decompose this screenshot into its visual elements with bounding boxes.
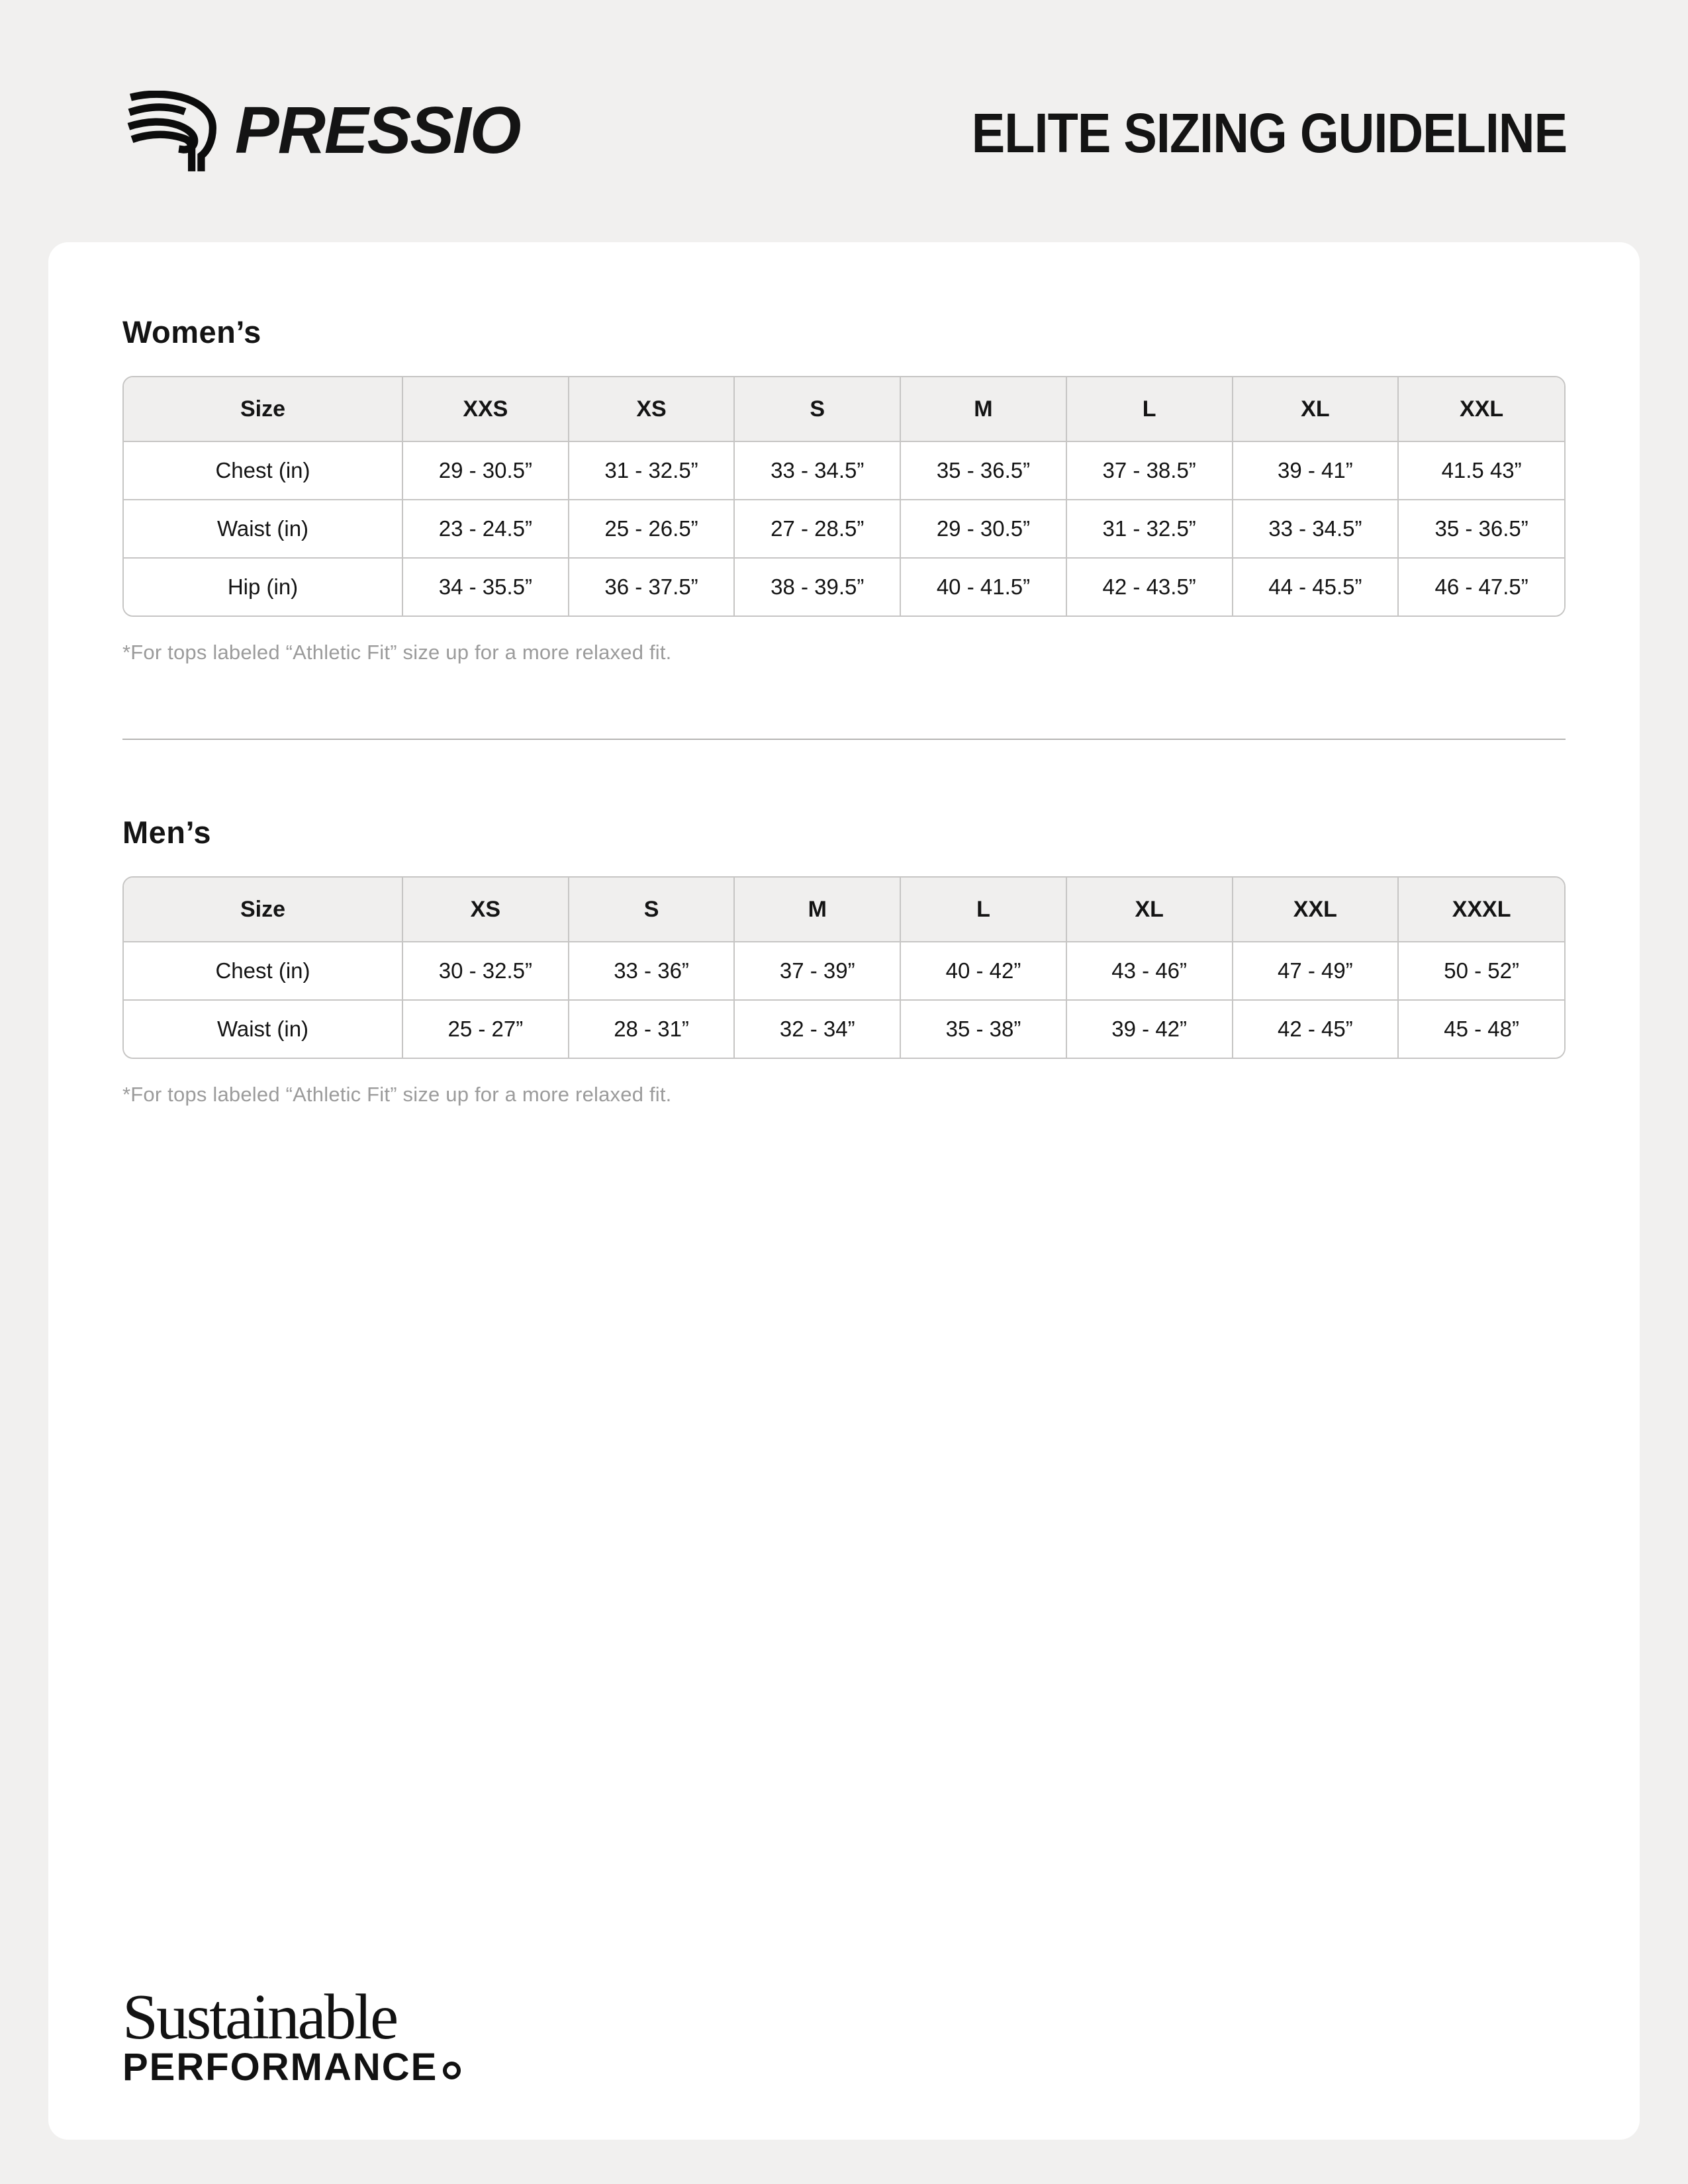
size-value-cell: 32 - 34” bbox=[734, 1000, 900, 1058]
size-value-cell: 35 - 38” bbox=[900, 1000, 1066, 1058]
column-header: XL bbox=[1233, 377, 1399, 441]
size-value-cell: 47 - 49” bbox=[1233, 942, 1399, 1000]
column-header: XS bbox=[569, 377, 735, 441]
size-value-cell: 35 - 36.5” bbox=[900, 441, 1066, 500]
column-header: L bbox=[900, 878, 1066, 942]
size-value-cell: 50 - 52” bbox=[1398, 942, 1564, 1000]
size-value-cell: 35 - 36.5” bbox=[1398, 500, 1564, 558]
brand-logo-text: PRESSIO bbox=[235, 93, 520, 167]
brand-logo bbox=[122, 91, 520, 175]
size-value-cell: 40 - 41.5” bbox=[900, 558, 1066, 615]
content-card bbox=[48, 242, 1640, 2140]
size-value-cell: 42 - 43.5” bbox=[1066, 558, 1233, 615]
size-value-cell: 30 - 32.5” bbox=[402, 942, 569, 1000]
column-header: XS bbox=[402, 878, 569, 942]
mens-size-table bbox=[124, 878, 1564, 1058]
size-value-cell: 33 - 36” bbox=[569, 942, 735, 1000]
size-value-cell: 37 - 39” bbox=[734, 942, 900, 1000]
size-value-cell: 39 - 41” bbox=[1233, 441, 1399, 500]
row-label: Hip (in) bbox=[124, 558, 402, 615]
size-value-cell: 40 - 42” bbox=[900, 942, 1066, 1000]
table-header-row bbox=[124, 377, 1564, 441]
size-value-cell: 42 - 45” bbox=[1233, 1000, 1399, 1058]
mens-heading: Men’s bbox=[122, 815, 211, 850]
table-row bbox=[124, 500, 1564, 558]
size-value-cell: 31 - 32.5” bbox=[569, 441, 735, 500]
table-row bbox=[124, 558, 1564, 615]
column-header: L bbox=[1066, 377, 1233, 441]
mens-section bbox=[122, 740, 1566, 1107]
column-header: XXXL bbox=[1398, 878, 1564, 942]
size-value-cell: 39 - 42” bbox=[1066, 1000, 1233, 1058]
table-row bbox=[124, 942, 1564, 1000]
size-value-cell: 25 - 27” bbox=[402, 1000, 569, 1058]
table-row bbox=[124, 441, 1564, 500]
row-label: Waist (in) bbox=[124, 1000, 402, 1058]
footer-logo-performance: PERFORMANCE bbox=[122, 2048, 461, 2087]
column-header: M bbox=[900, 377, 1066, 441]
womens-size-table-wrap bbox=[122, 376, 1566, 617]
column-header: XL bbox=[1066, 878, 1233, 942]
column-header: S bbox=[569, 878, 735, 942]
column-header: XXL bbox=[1233, 878, 1399, 942]
column-header: S bbox=[734, 377, 900, 441]
size-value-cell: 38 - 39.5” bbox=[734, 558, 900, 615]
womens-size-table bbox=[124, 377, 1564, 615]
size-value-cell: 33 - 34.5” bbox=[734, 441, 900, 500]
row-label: Chest (in) bbox=[124, 441, 402, 500]
mens-size-table-wrap bbox=[122, 876, 1566, 1059]
performance-ring-icon bbox=[443, 2062, 461, 2079]
size-value-cell: 29 - 30.5” bbox=[402, 441, 569, 500]
womens-section bbox=[122, 242, 1566, 664]
page-header bbox=[122, 85, 1567, 181]
womens-heading: Women’s bbox=[122, 314, 261, 349]
mens-footnote: *For tops labeled “Athletic Fit” size up for a more relaxed fit. bbox=[122, 1083, 672, 1106]
page-title: ELITE SIZING GUIDELINE bbox=[971, 101, 1567, 165]
size-value-cell: 45 - 48” bbox=[1398, 1000, 1564, 1058]
size-value-cell: 44 - 45.5” bbox=[1233, 558, 1399, 615]
size-value-cell: 41.5 43” bbox=[1398, 441, 1564, 500]
size-value-cell: 33 - 34.5” bbox=[1233, 500, 1399, 558]
column-header: XXS bbox=[402, 377, 569, 441]
size-value-cell: 25 - 26.5” bbox=[569, 500, 735, 558]
size-value-cell: 23 - 24.5” bbox=[402, 500, 569, 558]
table-header-row bbox=[124, 878, 1564, 942]
womens-footnote: *For tops labeled “Athletic Fit” size up for a more relaxed fit. bbox=[122, 641, 672, 664]
size-value-cell: 34 - 35.5” bbox=[402, 558, 569, 615]
footer-logo bbox=[122, 1981, 461, 2089]
footer-logo-sustainable: Sustainable bbox=[122, 1981, 397, 2052]
size-value-cell: 27 - 28.5” bbox=[734, 500, 900, 558]
size-value-cell: 31 - 32.5” bbox=[1066, 500, 1233, 558]
wing-mark-icon bbox=[122, 91, 227, 175]
table-row bbox=[124, 1000, 1564, 1058]
size-value-cell: 29 - 30.5” bbox=[900, 500, 1066, 558]
row-label: Chest (in) bbox=[124, 942, 402, 1000]
column-header: Size bbox=[124, 878, 402, 942]
column-header: Size bbox=[124, 377, 402, 441]
column-header: M bbox=[734, 878, 900, 942]
size-value-cell: 43 - 46” bbox=[1066, 942, 1233, 1000]
size-value-cell: 28 - 31” bbox=[569, 1000, 735, 1058]
column-header: XXL bbox=[1398, 377, 1564, 441]
row-label: Waist (in) bbox=[124, 500, 402, 558]
size-value-cell: 46 - 47.5” bbox=[1398, 558, 1564, 615]
size-value-cell: 36 - 37.5” bbox=[569, 558, 735, 615]
size-value-cell: 37 - 38.5” bbox=[1066, 441, 1233, 500]
